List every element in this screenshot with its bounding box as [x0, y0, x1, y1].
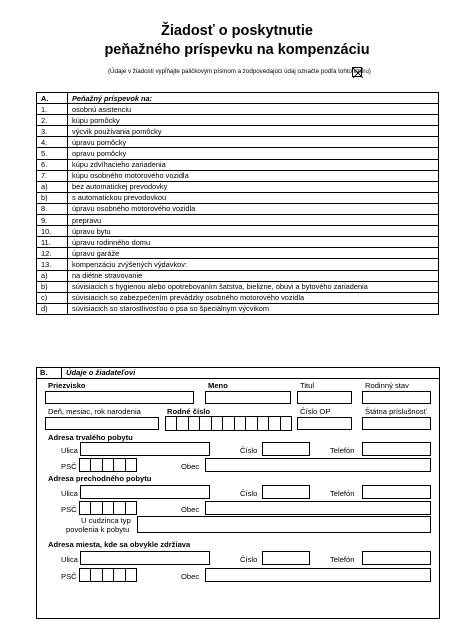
section-b-letter: B. [36, 367, 62, 379]
section-a-letter: A. [37, 93, 68, 104]
label-psc: PSČ [61, 462, 77, 471]
label-obec: Obec [181, 462, 200, 471]
row-number: a) [37, 270, 68, 281]
table-row[interactable] [37, 270, 439, 281]
label-psc: PSČ [61, 505, 77, 514]
table-row[interactable] [37, 303, 439, 314]
row-number: 2. [37, 115, 68, 126]
label-titul: Titul [300, 381, 315, 390]
row-number: b) [37, 192, 68, 203]
table-row[interactable] [37, 148, 439, 159]
row-number: a) [37, 181, 68, 192]
prechodny-cislo-field[interactable] [262, 485, 310, 499]
label-obec: Obec [181, 505, 200, 514]
table-row[interactable] [37, 170, 439, 181]
miesto-obec-field[interactable] [205, 568, 431, 582]
row-text: osobnú asistenciu [68, 104, 439, 115]
label-statna-prislusnost: Štátna príslušnosť [365, 407, 427, 416]
row-text: úpravu garáže [68, 248, 439, 259]
row-number: 1. [37, 104, 68, 115]
label-psc: PSČ [61, 572, 77, 581]
povolenie-pobytu-field[interactable] [137, 516, 431, 533]
row-text: súvisiacich so zabezpečením prevádzky osobného motorového vozidla [68, 292, 439, 303]
table-row[interactable] [37, 126, 439, 137]
row-number: 13. [37, 259, 68, 270]
label-meno: Meno [208, 381, 228, 390]
table-row[interactable] [37, 237, 439, 248]
row-text: súvisiacich so starostlivosťou o psa so špeciálnym výcvikom [68, 303, 439, 314]
row-number: d) [37, 303, 68, 314]
trvaly-telefon-field[interactable] [362, 442, 431, 456]
miesto-cislo-field[interactable] [262, 551, 310, 565]
row-text: úpravu pomôcky [68, 137, 439, 148]
row-number: b) [37, 281, 68, 292]
label-datum-narodenia: Deň, mesiac, rok narodenia [48, 407, 141, 416]
row-number: 5. [37, 148, 68, 159]
table-row[interactable] [37, 281, 439, 292]
row-number: 7. [37, 170, 68, 181]
prechodny-ulica-field[interactable] [80, 485, 210, 499]
trvaly-ulica-field[interactable] [80, 442, 210, 456]
row-text: úpravu rodinného domu [68, 237, 439, 248]
row-number: 3. [37, 126, 68, 137]
trvaly-cislo-field[interactable] [262, 442, 310, 456]
miesto-psc-cells[interactable] [79, 568, 137, 582]
label-rodinny-stav: Rodinný stav [365, 381, 409, 390]
table-row[interactable] [37, 215, 439, 226]
row-number: 12. [37, 248, 68, 259]
label-ulica: Ulica [61, 446, 78, 455]
row-text: opravu pomôcky [68, 148, 439, 159]
label-ulica: Ulica [61, 555, 78, 564]
datum-narodenia-field[interactable] [45, 417, 159, 430]
section-b-title: Údaje o žiadateľovi [66, 368, 136, 377]
meno-field[interactable] [205, 391, 291, 404]
table-row[interactable] [37, 115, 439, 126]
label-priezvisko: Priezvisko [48, 381, 86, 390]
trvaly-psc-cells[interactable] [79, 458, 137, 472]
label-ulica: Ulica [61, 489, 78, 498]
row-text: s automatickou prevodovkou [68, 192, 439, 203]
row-text: úpravu osobného motorového vozidla [68, 203, 439, 214]
sample-checkbox-x-icon [352, 67, 362, 77]
row-text: prepravu [68, 215, 439, 226]
label-cislo: Číslo [240, 555, 258, 564]
rodinny-stav-field[interactable] [362, 391, 431, 404]
label-telefon: Telefón [330, 555, 355, 564]
label-adresa-prechodneho: Adresa prechodného pobytu [48, 474, 152, 483]
row-text: kúpu osobného motorového vozidla [68, 170, 439, 181]
table-row[interactable] [37, 192, 439, 203]
row-text: kúpu zdvíhacieho zariadenia [68, 159, 439, 170]
row-text: úpravu bytu [68, 226, 439, 237]
row-number: 10. [37, 226, 68, 237]
row-number: 6. [37, 159, 68, 170]
prechodny-obec-field[interactable] [205, 501, 431, 515]
prechodny-telefon-field[interactable] [362, 485, 431, 499]
label-obec: Obec [181, 572, 200, 581]
row-text: kompenzáciu zvýšených výdavkov: [68, 259, 439, 270]
table-row[interactable] [37, 259, 439, 270]
priezvisko-field[interactable] [45, 391, 194, 404]
row-text: na diétne stravovanie [68, 270, 439, 281]
label-cislo: Číslo [240, 446, 258, 455]
row-text: súvisiacich s hygienou alebo opotrebovaním šatstva, bielizne, obuvi a bytového zariadenia [68, 281, 439, 292]
row-number: 4. [37, 137, 68, 148]
section-a-table [36, 92, 439, 315]
row-text: kúpu pomôcky [68, 115, 439, 126]
table-row[interactable] [37, 292, 439, 303]
label-cislo-op: Číslo OP [300, 407, 331, 416]
miesto-telefon-field[interactable] [362, 551, 431, 565]
label-cislo: Číslo [240, 489, 258, 498]
trvaly-obec-field[interactable] [205, 458, 431, 472]
statna-prislusnost-field[interactable] [362, 417, 431, 430]
row-number: 11. [37, 237, 68, 248]
form-title-line2: peňažného príspevku na kompenzáciu [104, 42, 370, 58]
table-row[interactable] [37, 137, 439, 148]
table-row[interactable] [37, 226, 439, 237]
prechodny-psc-cells[interactable] [79, 501, 137, 515]
row-text: výcvik používania pomôcky [68, 126, 439, 137]
miesto-ulica-field[interactable] [80, 551, 210, 565]
instruction-text: (Údaje v žiadosti vypĺňajte paličkovým písmom a zodpovedajúci údaj označte podľa tohto vzoru) [108, 68, 371, 75]
label-cudzinca-2: povolenia k pobytu [66, 525, 130, 534]
label-adresa-trvaleho: Adresa trvalého pobytu [48, 433, 133, 442]
table-row[interactable] [37, 248, 439, 259]
table-row[interactable] [37, 203, 439, 214]
label-telefon: Telefón [330, 446, 355, 455]
row-number: 9. [37, 215, 68, 226]
row-number: c) [37, 292, 68, 303]
label-cudzinca-1: U cudzinca typ [81, 516, 131, 525]
table-row[interactable] [37, 104, 439, 115]
row-number: 8. [37, 203, 68, 214]
section-a-title: Peňažný príspevok na: [68, 93, 439, 104]
titul-field[interactable] [297, 391, 352, 404]
rodne-cislo-cells[interactable] [165, 416, 292, 431]
table-row[interactable] [37, 159, 439, 170]
cislo-op-field[interactable] [297, 417, 352, 430]
label-telefon: Telefón [330, 489, 355, 498]
label-adresa-miesta: Adresa miesta, kde sa obvykle zdržiava [48, 540, 191, 549]
row-text: bez automatickej prevodovky [68, 181, 439, 192]
section-a-header-row [37, 93, 439, 104]
label-rodne-cislo: Rodné číslo [167, 407, 211, 416]
table-row[interactable] [37, 181, 439, 192]
form-title-line1: Žiadosť o poskytnutie [161, 23, 313, 39]
